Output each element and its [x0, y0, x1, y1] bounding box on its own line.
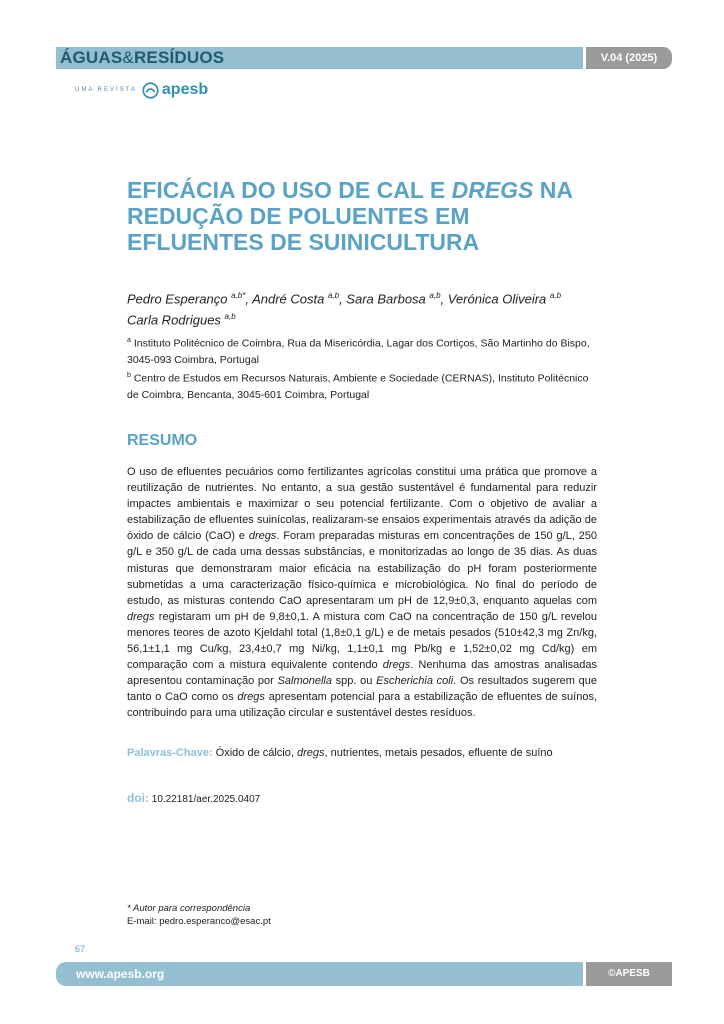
abstract-segment: dregs: [248, 530, 277, 543]
keywords-label: Palavras-Chave:: [127, 747, 213, 759]
author-name: Pedro Esperanço: [127, 291, 232, 307]
author-name: Verónica Oliveira: [447, 291, 550, 307]
correspondence-email[interactable]: E-mail: pedro.esperanco@esac.pt: [127, 916, 271, 927]
author-affiliation-mark: a,b: [327, 291, 340, 300]
author-name: Sara Barbosa: [346, 291, 430, 307]
abstract-segment: . Nenhuma das amostras analisadas apresentou contaminação por: [127, 659, 597, 688]
abstract-segment: registaram um pH de 9,8±0,1. A mistura com CaO na concentração de 150 g/L revelou menores teores de azoto Kjeldahl total (1,8±0,1 g/L) e de metais pesados (510±42,3 mg Zn/kg, 56,1±1,1 mg Cu/kg, 23,4±0,7 mg Ni/kg, 1,1±0,1 mg Pb/kg e 1,52±0,02 mg Cd/kg) em comparação com a mistura equivalente contendo: [127, 610, 597, 672]
author-affiliation-mark: a,b: [549, 291, 562, 300]
abstract-segment: spp. ou: [331, 675, 377, 688]
website-link[interactable]: www.apesb.org: [76, 967, 165, 981]
keyword-segment: , nutrientes, metais pesados, efluente de suíno: [324, 747, 553, 759]
volume-badge: V.04 (2025): [586, 47, 672, 69]
abstract-segment: dregs: [382, 659, 411, 672]
keyword-segment: dregs: [296, 747, 325, 759]
affiliation-b: $^b$ Centro de Estudos em Recursos Naturais, Ambiente e Sociedade (CERNAS), Instituto Politécnico de Coimbra, Bencanta, 3045-601 Coimbra, Portugal: [127, 372, 589, 401]
affiliation-a: $^a$ Instituto Politécnico de Coimbra, Rua da Misericórdia, Lagar dos Cortiços, São Martinho do Bispo, 3045-093 Coimbra, Portugal: [127, 337, 590, 366]
author-name: André Costa: [252, 291, 328, 307]
publisher-logo: [75, 80, 208, 100]
article-title: EFICÁCIA DO USO DE CAL E DREGS NA REDUÇÃO DE POLUENTES EM EFLUENTES DE SUINICULTURA: [127, 177, 573, 255]
footer-bar: [56, 962, 583, 986]
abstract-segment: Salmonella: [277, 675, 332, 688]
author-affiliation-mark: a,b: [224, 312, 236, 322]
author-name: Carla Rodrigues: [127, 312, 225, 328]
author-affiliation-mark: a,b: [429, 291, 441, 300]
org-name: apesb: [161, 81, 209, 98]
journal-name: ÁGUAS&RESÍDUOS: [60, 48, 225, 67]
abstract-segment: . Os resultados sugerem que tanto o CaO como os: [127, 675, 598, 704]
doi: [127, 790, 260, 808]
copyright-badge: ©APESB: [586, 962, 672, 986]
doi-value[interactable]: 10.22181/aer.2025.0407: [151, 794, 261, 805]
keyword-segment: Óxido de cálcio,: [212, 747, 297, 759]
abstract-segment: dregs: [127, 610, 155, 623]
page-number: 67: [75, 944, 86, 954]
abstract-segment: Escherichia coli: [376, 675, 454, 688]
abstract-segment: . Foram preparadas misturas em concentrações de 150 g/L, 250 g/L e 350 g/L de cada uma dessas substâncias, e monitorizadas ao longo de 35 dias. As duas misturas que demonstraram maior eficácia na estabilização do pH foram posteriormente submetidas a uma caracterização físico-química e microbiológica. No final do período de estudo, as misturas contendo CaO apresentaram um pH de 12,9±0,3, enquanto aquelas com: [127, 530, 597, 607]
author-list: Pedro Esperanço $^{a,b*}$, André Costa $^{a,b}$, Sara Barbosa $^{a,b}$, Verónica Oliveira $^{a,b}$ Carla Rodrigues $^{a,b}$: [127, 291, 562, 328]
author-affiliation-mark: a,b*: [231, 291, 246, 300]
abstract-heading: RESUMO: [127, 432, 198, 449]
correspondence-footnote: * Autor para correspondência E-mail: pedro.esperanco@esac.pt: [127, 903, 271, 927]
abstract-text: [127, 464, 597, 722]
abstract-segment: O uso de efluentes pecuários como fertilizantes agrícolas constitui uma prática que promove a reutilização de nutrientes. No entanto, a sua gestão sustentável é fundamental para reduzir impactes ambientais e maximizar o seu potencial fertilizante. Com o objetivo de avaliar a estabilização de efluentes suinícolas, realizaram-se ensaios experimentais através da adição de óxido de cálcio (CaO) e: [127, 466, 597, 543]
keywords: [127, 745, 607, 761]
apesb-logo-icon: [142, 82, 159, 99]
subtitle: UMA REVISTA: [75, 87, 137, 93]
doi-label: doi:: [127, 791, 149, 805]
abstract-segment: apresentam potencial para a estabilização de efluentes de suínos, contribuindo para uma utilização circular e sustentável destes resíduos.: [127, 691, 597, 720]
keywords-text: [213, 747, 553, 759]
abstract-segment: dregs: [237, 691, 265, 704]
